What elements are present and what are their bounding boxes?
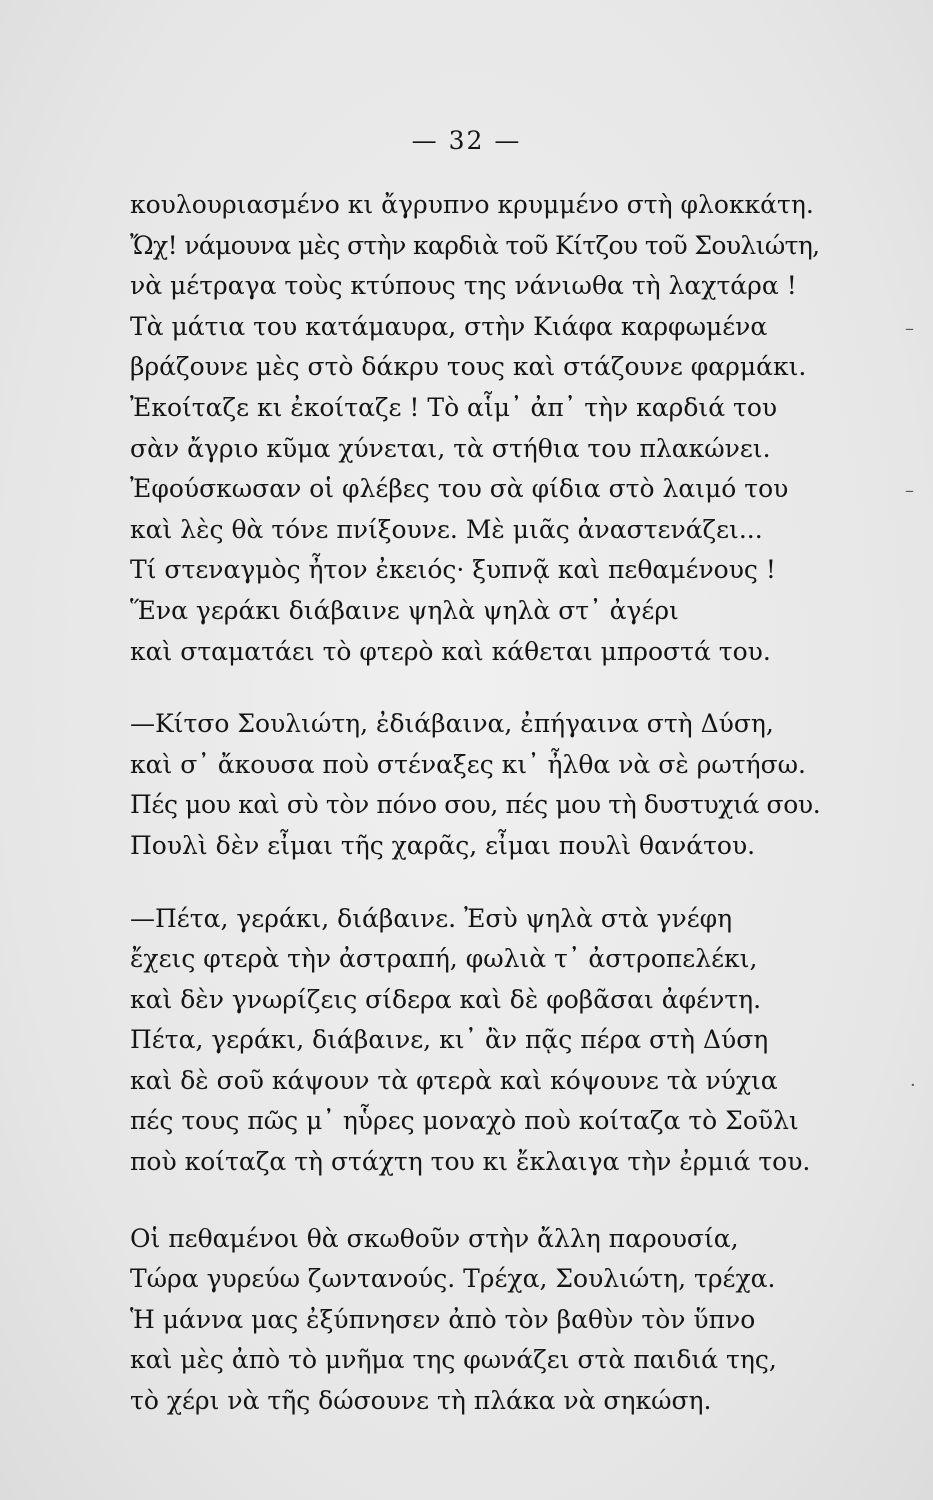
verse-line: βράζουνε μὲς στὸ δάκρυ τους καὶ στάζουνε φαρμάκι. [130, 352, 807, 382]
page-number: — 32 — [411, 126, 522, 155]
verse-line: τὸ χέρι νὰ τῆς δώσουνε τὴ πλάκα νὰ σηκώση. [130, 1386, 712, 1416]
stanza-gap [130, 1183, 820, 1219]
verse-line: Πές μου καὶ σὺ τὸν πόνο σου, πές μου τὴ δυστυχιά σου. [130, 790, 820, 820]
stanza-4 [130, 1219, 820, 1422]
stanza-gap [130, 672, 820, 704]
verse-line: —Πέτα, γεράκι, διάβαινε. Ἐσὺ ψηλὰ στὰ γνέφη [130, 903, 733, 933]
verse-line: Ὤχ! νάμουνα μὲς στὴν καρδιὰ τοῦ Κίτζου τοῦ Σουλιώτη, [130, 230, 820, 260]
verse-line: καὶ σταματάει τὸ φτερὸ καὶ κάθεται μπροστά του. [130, 636, 771, 666]
verse-line: Τὰ μάτια του κατάμαυρα, στὴν Κιάφα καρφωμένα [130, 311, 768, 341]
verse-line: καὶ σ᾽ ἄκουσα ποὺ στέναξες κι᾽ ἦλθα νὰ σὲ ρωτήσω. [130, 749, 806, 779]
verse-line: ἔχεις φτερὰ τὴν ἀστραπή, φωλιὰ τ᾽ ἀστροπελέκι, [130, 944, 758, 974]
verse-line: Ἐκοίταζε κι ἐκοίταζε ! Τὸ αἷμ᾽ ἀπ᾽ τὴν καρδιά του [130, 392, 778, 422]
verse-line: νὰ μέτραγα τοὺς κτύπους της νάνιωθα τὴ λαχτάρα ! [130, 271, 797, 301]
verse-line: —Κίτσο Σουλιώτη, ἐδιάβαινα, ἐπήγαινα στὴ Δύση, [130, 709, 774, 739]
verse-line: καὶ δὲ σοῦ κάψουν τὰ φτερὰ καὶ κόψουνε τὰ νύχια [130, 1065, 778, 1095]
stanza-gap [130, 867, 820, 899]
margin-pencil-mark: – [905, 480, 914, 501]
verse-line: πές τους πῶς μ᾽ ηὗρες μοναχὸ ποὺ κοίταζα τὸ Σοῦλι [130, 1106, 799, 1136]
margin-pencil-mark: · [910, 1075, 916, 1096]
verse-line: Πουλὶ δὲν εἶμαι τῆς χαρᾶς, εἶμαι πουλὶ θανάτου. [130, 830, 756, 860]
verse-line: Ἡ μάννα μας ἐξύπνησεν ἀπὸ τὸν βαθὺν τὸν ὕπνο [130, 1304, 756, 1334]
verse-line: Ἐφούσκωσαν οἱ φλέβες του σὰ φίδια στὸ λαιμό του [130, 474, 789, 504]
poem-body [130, 185, 820, 1422]
verse-line: καὶ μὲς ἀπὸ τὸ μνῆμα της φωνάζει στὰ παιδιά της, [130, 1345, 777, 1375]
verse-line: Πέτα, γεράκι, διάβαινε, κι᾽ ἂν πᾷς πέρα στὴ Δύση [130, 1025, 769, 1055]
verse-line: Τώρα γυρεύω ζωντανούς. Τρέχα, Σουλιώτη, τρέχα. [130, 1264, 776, 1294]
verse-line: καὶ δὲν γνωρίζεις σίδερα καὶ δὲ φοβᾶσαι ἀφέντη. [130, 984, 762, 1014]
verse-line: Ἕνα γεράκι διάβαινε ψηλὰ ψηλὰ στ᾽ ἀγέρι [130, 595, 679, 625]
verse-line: ποὺ κοίταζα τὴ στάχτη του κι ἔκλαιγα τὴν ἐρμιά του. [130, 1147, 811, 1177]
stanza-1 [130, 185, 820, 672]
verse-line: κουλουριασμένο κι ἄγρυπνο κρυμμένο στὴ φλοκκάτη. [130, 190, 814, 219]
verse-line: Οἱ πεθαμένοι θὰ σκωθοῦν στὴν ἄλλη παρουσία, [130, 1223, 739, 1253]
stanza-3 [130, 899, 820, 1183]
margin-pencil-mark: – [905, 318, 914, 339]
verse-line: Τί στεναγμὸς ἦτον ἐκειός· ξυπνᾷ καὶ πεθαμένους ! [130, 555, 776, 585]
stanza-2 [130, 704, 820, 866]
verse-line: καὶ λὲς θὰ τόνε πνίξουνε. Μὲ μιᾶς ἀναστενάζει... [130, 514, 763, 544]
verse-line: σὰν ἄγριο κῦμα χύνεται, τὰ στήθια του πλακώνει. [130, 433, 771, 463]
